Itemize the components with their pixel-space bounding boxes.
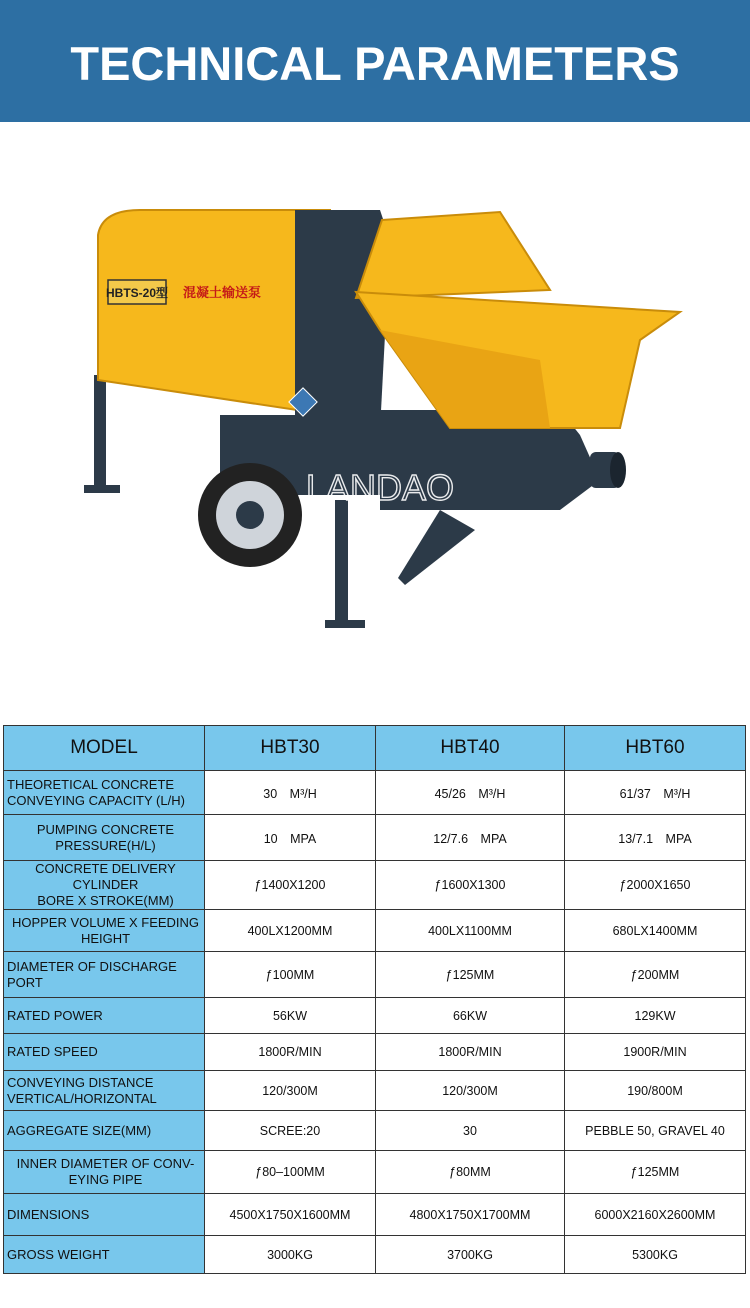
row-label: PUMPING CONCRETE PRESSURE(H/L) — [4, 815, 205, 861]
spec-table — [3, 725, 746, 1274]
table-row — [4, 998, 746, 1034]
table-row — [4, 861, 746, 910]
row-label: HOPPER VOLUME X FEEDING HEIGHT — [4, 910, 205, 952]
value-cell: 120/300M — [376, 1071, 565, 1111]
value-cell: ƒ200MM — [565, 952, 746, 998]
value-cell: 120/300M — [205, 1071, 376, 1111]
row-label: CONVEYING DISTANCE VERTICAL/HORIZONTAL — [4, 1071, 205, 1111]
table-row — [4, 771, 746, 815]
value-cell: ƒ125MM — [565, 1151, 746, 1194]
value-cell: 1900R/MIN — [565, 1034, 746, 1071]
value-cell: 56KW — [205, 998, 376, 1034]
value-cell: PEBBLE 50, GRAVEL 40 — [565, 1111, 746, 1151]
row-label: RATED POWER — [4, 998, 205, 1034]
table-header-row — [4, 726, 746, 771]
table-row — [4, 1111, 746, 1151]
value-cell: 190/800M — [565, 1071, 746, 1111]
value-cell: 30 M³/H — [205, 771, 376, 815]
value-cell: 4800X1750X1700MM — [376, 1194, 565, 1236]
row-label: AGGREGATE SIZE(MM) — [4, 1111, 205, 1151]
value-cell: ƒ1600X1300 — [376, 861, 565, 910]
table-row — [4, 910, 746, 952]
chinese-plate-text: 混凝土输送泵 — [182, 286, 262, 301]
table-row — [4, 1236, 746, 1274]
header-cell: HBT40 — [376, 726, 565, 771]
value-cell: 6000X2160X2600MM — [565, 1194, 746, 1236]
value-cell: 30 — [376, 1111, 565, 1151]
value-cell: 400LX1200MM — [205, 910, 376, 952]
value-cell: 400LX1100MM — [376, 910, 565, 952]
value-cell: ƒ100MM — [205, 952, 376, 998]
value-cell: ƒ125MM — [376, 952, 565, 998]
value-cell: 129KW — [565, 998, 746, 1034]
value-cell: ƒ80–100MM — [205, 1151, 376, 1194]
value-cell: 12/7.6 MPA — [376, 815, 565, 861]
watermark-text: LANDAO — [305, 467, 455, 508]
value-cell: 13/7.1 MPA — [565, 815, 746, 861]
table-row — [4, 1194, 746, 1236]
value-cell: ƒ1400X1200 — [205, 861, 376, 910]
row-label: DIMENSIONS — [4, 1194, 205, 1236]
value-cell: 680LX1400MM — [565, 910, 746, 952]
page-title: TECHNICAL PARAMETERS — [70, 37, 680, 90]
table-row — [4, 1071, 746, 1111]
value-cell: 10 MPA — [205, 815, 376, 861]
value-cell: 61/37 M³/H — [565, 771, 746, 815]
value-cell: 5300KG — [565, 1236, 746, 1274]
value-cell: 3000KG — [205, 1236, 376, 1274]
value-cell: 66KW — [376, 998, 565, 1034]
row-label: GROSS WEIGHT — [4, 1236, 205, 1274]
value-cell: 3700KG — [376, 1236, 565, 1274]
value-cell: 45/26 M³/H — [376, 771, 565, 815]
row-label: RATED SPEED — [4, 1034, 205, 1071]
model-plate-text: HBTS-20型 — [105, 286, 169, 300]
row-label: THEORETICAL CONCRETE CONVEYING CAPACITY (L/H) — [4, 771, 205, 815]
table-row — [4, 952, 746, 998]
table-row — [4, 1151, 746, 1194]
row-label: CONCRETE DELIVERY CYLINDER BORE X STROKE(MM) — [4, 861, 205, 910]
row-label: DIAMETER OF DISCHARGE PORT — [4, 952, 205, 998]
value-cell: 4500X1750X1600MM — [205, 1194, 376, 1236]
value-cell: 1800R/MIN — [205, 1034, 376, 1071]
value-cell: ƒ80MM — [376, 1151, 565, 1194]
concrete-pump-image — [80, 180, 700, 660]
value-cell: 1800R/MIN — [376, 1034, 565, 1071]
value-cell: SCREE:20 — [205, 1111, 376, 1151]
table-row — [4, 815, 746, 861]
header-cell: HBT60 — [565, 726, 746, 771]
header-cell: MODEL — [4, 726, 205, 771]
value-cell: ƒ2000X1650 — [565, 861, 746, 910]
row-label: INNER DIAMETER OF CONV- EYING PIPE — [4, 1151, 205, 1194]
table-row — [4, 1034, 746, 1071]
title-banner — [0, 0, 750, 122]
header-cell: HBT30 — [205, 726, 376, 771]
